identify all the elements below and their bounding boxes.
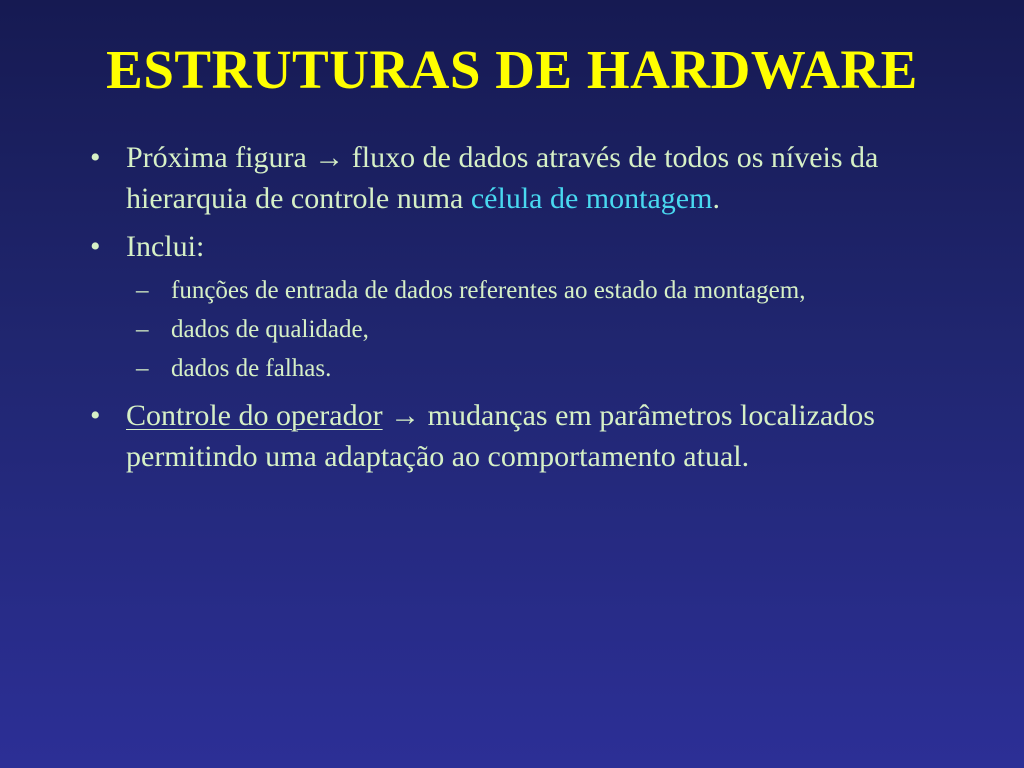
sub-item: [86, 352, 946, 385]
bullet-marker: •: [90, 141, 101, 174]
sub-item: [86, 313, 946, 346]
arrow-right-icon: →: [314, 141, 345, 174]
sub-marker: –: [136, 355, 149, 382]
bullet-item: [86, 137, 946, 219]
sub-item-text: funções de entrada de dados referentes ao estado da montagem,: [171, 277, 806, 304]
bullet-text-end: .: [712, 182, 720, 215]
bullet-text: fluxo de dados através de todos os níveis da hierarquia de controle numa: [126, 141, 879, 215]
slide-title: ESTRUTURAS DE HARDWARE: [106, 39, 918, 100]
bullet-text: Inclui:: [126, 230, 205, 263]
bullet-text: mudanças em parâmetros localizados permitindo uma adaptação ao comportamento atual.: [126, 399, 875, 473]
bullet-item: [86, 226, 946, 267]
bullet-text-prefix: Próxima figura: [126, 141, 307, 174]
sub-marker: –: [136, 316, 149, 343]
arrow-right-icon: →: [390, 399, 421, 432]
highlighted-term: célula de montagem: [470, 182, 713, 215]
sub-item-text: dados de qualidade,: [171, 316, 369, 343]
sub-item: [86, 274, 946, 307]
sub-list: [86, 274, 946, 385]
slide-body: [86, 137, 946, 484]
bullet-marker: •: [90, 230, 101, 263]
bullet-marker: •: [90, 399, 101, 432]
sub-item-text: dados de falhas.: [171, 355, 332, 382]
sub-marker: –: [136, 277, 149, 304]
underlined-term: Controle do operador: [126, 399, 383, 432]
bullet-item: [86, 395, 946, 477]
